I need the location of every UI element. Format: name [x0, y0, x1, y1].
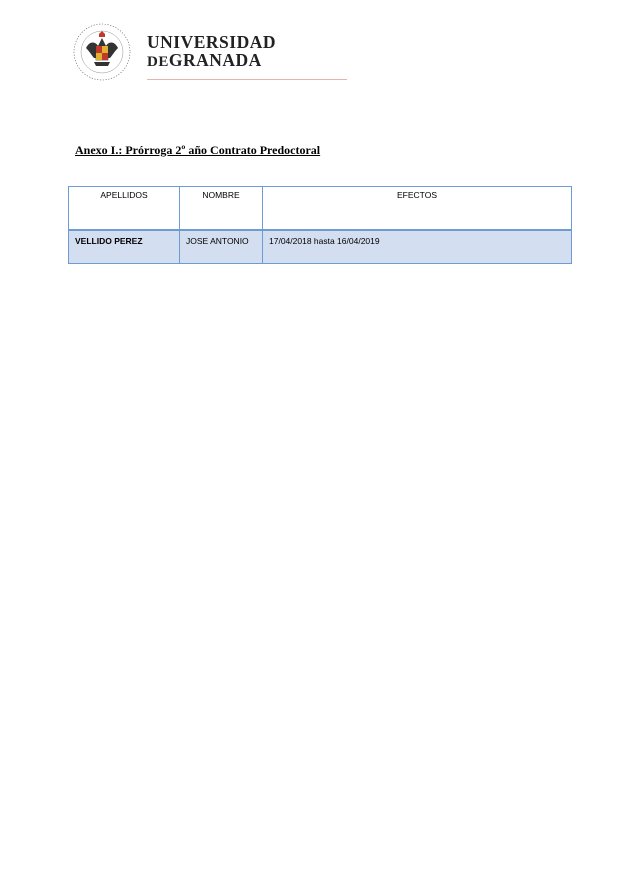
table-header-row [69, 187, 572, 231]
university-name-line2 [147, 51, 276, 71]
cell-apellidos: VELLIDO PEREZ [69, 230, 180, 264]
cell-efectos: 17/04/2018 hasta 16/04/2019 [263, 230, 572, 264]
university-wordmark [147, 33, 276, 71]
logo-divider [147, 79, 347, 80]
university-name-line1: UNIVERSIDAD [147, 32, 276, 52]
column-header-efectos: EFECTOS [263, 187, 572, 231]
column-header-apellidos: APELLIDOS [69, 187, 180, 231]
cell-nombre: JOSE ANTONIO [180, 230, 263, 264]
annex-title: Anexo I.: Prórroga 2º año Contrato Predoctoral [75, 143, 321, 157]
university-seal-icon [72, 22, 132, 82]
university-logo [72, 22, 282, 84]
university-name-prefix: DE [147, 54, 169, 70]
university-name-city: GRANADA [168, 50, 262, 70]
table-row [69, 230, 572, 264]
column-header-nombre: NOMBRE [180, 187, 263, 231]
annex-table [68, 186, 572, 264]
